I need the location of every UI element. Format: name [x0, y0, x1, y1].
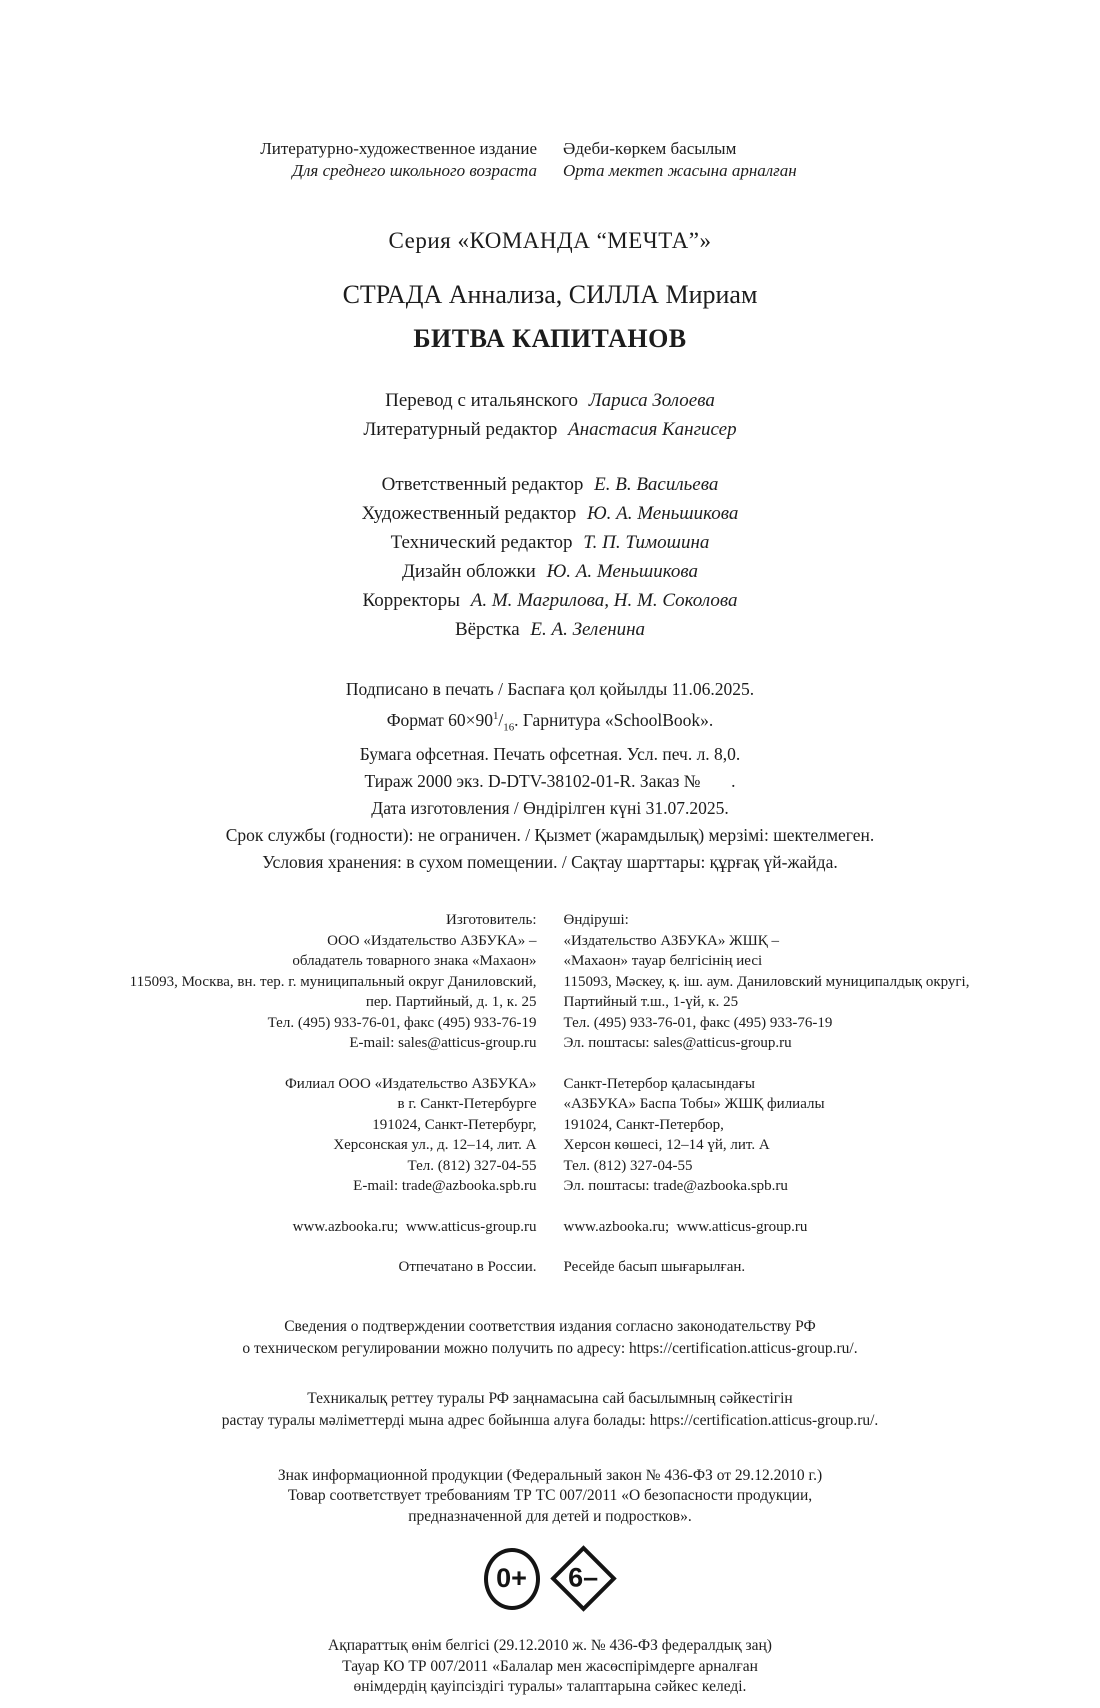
series-title: Серия «КОМАНДА “МЕЧТА”» [388, 228, 712, 253]
text-line: о техническом регулировании можно получить по адресу: https://certification.atticus-group.ru/. [242, 1339, 858, 1357]
text-line: 115093, Мәскеу, қ. іш. аум. Даниловский муниципалдық округі, [563, 973, 970, 990]
certification-ru [40, 1316, 1060, 1360]
credit-name: Т. П. Тимошина [583, 532, 710, 553]
edition-note [40, 138, 1060, 182]
translation-credits [40, 386, 1060, 444]
text-line: E-mail: sales@atticus-group.ru [349, 1035, 537, 1052]
text-line: E-mail: trade@azbooka.spb.ru [353, 1178, 537, 1195]
age-badge-6minus-label: 6– [567, 1563, 599, 1594]
info-sign-ru [40, 1466, 1060, 1528]
printed-in-kz: Ресейде басып шығарылған. [563, 1259, 746, 1276]
age-badge-6minus-icon [550, 1546, 616, 1612]
info-sign-kz [40, 1636, 1060, 1698]
imprint-kz [564, 910, 1061, 1278]
edition-age-ru: Для среднего школьного возраста [292, 161, 537, 180]
print-info-line: Срок службы (годности): не ограничен. / Қызмет (жарамдылық) мерзімі: шектелмеген. [225, 825, 875, 846]
manufacturer-ru [40, 910, 537, 1054]
credit-line [40, 386, 1060, 415]
print-info-line: Тираж 2000 экз. D-DTV-38102-01-R. Заказ № . [364, 771, 736, 792]
text-line: в г. Санкт-Петербурге [397, 1096, 537, 1113]
print-info-line: Подписано в печать / Баспаға қол қойылды 11.06.2025. [345, 679, 755, 699]
text-line: Филиал ООО «Издательство АЗБУКА» [284, 1075, 537, 1092]
text-line: предназначенной для детей и подростков». [408, 1507, 692, 1525]
credit-line [40, 615, 1060, 644]
branch-kz [564, 1074, 1061, 1197]
credit-name: Е. А. Зеленина [530, 619, 646, 640]
credit-role: Художественный редактор [361, 503, 577, 524]
text-line: Эл. поштасы: trade@azbooka.spb.ru [563, 1178, 788, 1195]
text-line: Изготовитель: [445, 912, 537, 929]
credit-role: Дизайн обложки [401, 561, 536, 582]
credit-name: Ю. А. Меньшикова [546, 561, 699, 582]
authors-line: СТРАДА Аннализа, СИЛЛА Мириам [342, 280, 758, 309]
edition-type-ru: Литературно-художественное издание [260, 139, 537, 158]
format-fraction-numerator: 1 [492, 710, 499, 722]
print-info [40, 676, 1060, 876]
text-line: ООО «Издательство АЗБУКА» – [327, 932, 537, 949]
text-line: Тел. (495) 933-76-01, факс (495) 933-76-19 [267, 1014, 537, 1031]
text-line: пер. Партийный, д. 1, к. 25 [365, 994, 537, 1011]
book-title: БИТВА КАПИТАНОВ [413, 324, 687, 353]
text-line: Сведения о подтверждении соответствия издания согласно законодательству РФ [284, 1317, 816, 1335]
text-line: Тел. (812) 327-04-55 [407, 1157, 537, 1174]
branch-ru [40, 1074, 537, 1197]
text-line: Знак информационной продукции (Федеральный закон № 436-ФЗ от 29.12.2010 г.) [277, 1466, 823, 1484]
certification-kz [40, 1388, 1060, 1432]
staff-credits [40, 470, 1060, 644]
text-line: Эл. поштасы: sales@atticus-group.ru [563, 1035, 792, 1052]
text-line: Тел. (495) 933-76-01, факс (495) 933-76-19 [563, 1014, 833, 1031]
format-fraction-denominator: 16 [503, 721, 515, 734]
colophon-content [40, 0, 1060, 1698]
credit-line [40, 528, 1060, 557]
format-line [40, 703, 1060, 741]
text-line: Партийный т.ш., 1-үй, к. 25 [563, 994, 739, 1011]
credit-role: Вёрстка [454, 619, 520, 640]
credit-role: Корректоры [362, 590, 460, 611]
age-badges [40, 1545, 1060, 1612]
edition-note-kz [563, 138, 1060, 182]
credit-name: Анастасия Кангисер [568, 419, 737, 440]
age-badge-0plus-icon [484, 1548, 540, 1610]
text-line: «Издательство АЗБУКА» ЖШҚ – [563, 932, 779, 949]
edition-type-kz: Әдеби-көркем басылым [563, 139, 737, 158]
edition-note-ru [40, 138, 537, 182]
credit-name: Лариса Золоева [588, 390, 715, 411]
imprint-ru [40, 910, 537, 1278]
manufacturer-kz [564, 910, 1061, 1054]
text-line: растау туралы мәліметтерді мына адрес бойынша алуға болады: https://certification.atticus-group.ru/. [221, 1411, 879, 1429]
text-line: Херсон көшесі, 12–14 үй, лит. А [563, 1137, 770, 1154]
credit-line [40, 415, 1060, 444]
format-prefix: Формат 60×90 [386, 709, 493, 730]
print-info-line: Бумага офсетная. Печать офсетная. Усл. печ. л. 8,0. [359, 744, 741, 765]
credit-name: Ю. А. Меньшикова [587, 503, 739, 524]
text-line: 191024, Санкт-Петербор, [563, 1116, 724, 1133]
format-suffix: . Гарнитура «SchoolBook». [514, 709, 714, 730]
text-line: 191024, Санкт-Петербург, [372, 1116, 537, 1133]
credit-name: А. М. Магрилова, Н. М. Соколова [470, 590, 738, 611]
credit-role: Технический редактор [390, 532, 573, 553]
text-line: Техникалық реттеу туралы РФ заңнамасына сай басылымның сәйкестігін [307, 1389, 793, 1407]
edition-age-kz: Орта мектеп жасына арналған [563, 161, 797, 180]
text-line: Херсонская ул., д. 12–14, лит. А [333, 1137, 537, 1154]
text-line: Товар соответствует требованиям ТР ТС 007/2011 «О безопасности продукции, [287, 1487, 813, 1505]
text-line: Тел. (812) 327-04-55 [563, 1157, 693, 1174]
print-info-line: Условия хранения: в сухом помещении. / Сақтау шарттары: құрғақ үй-жайда. [262, 852, 838, 873]
text-line: «АЗБУКА» Баспа Тобы» ЖШҚ филиалы [563, 1096, 825, 1113]
text-line: Өндіруші: [563, 912, 629, 929]
text-line: «Махаон» тауар белгісінің иесі [563, 953, 763, 970]
websites-ru: www.azbooka.ru; www.atticus-group.ru [292, 1218, 537, 1235]
credit-name: Е. В. Васильева [594, 474, 719, 495]
text-line: Санкт-Петербор қаласындағы [563, 1075, 755, 1092]
text-line: өнімдердің қауіпсіздігі туралы» талаптарына сәйкес келеді. [353, 1678, 747, 1696]
imprint-block [40, 910, 1060, 1278]
websites-kz: www.azbooka.ru; www.atticus-group.ru [563, 1218, 808, 1235]
format-fraction-slash: / [498, 709, 504, 730]
credit-line [40, 586, 1060, 615]
credit-role: Литературный редактор [363, 419, 558, 440]
text-line: Тауар КО ТР 007/2011 «Балалар мен жасөспірімдерге арналған [342, 1657, 758, 1675]
credit-line [40, 470, 1060, 499]
text-line: 115093, Москва, вн. тер. г. муниципальный округ Даниловский, [129, 973, 537, 990]
credit-line [40, 499, 1060, 528]
printed-in-ru: Отпечатано в России. [398, 1259, 537, 1276]
text-line: обладатель товарного знака «Махаон» [292, 953, 537, 970]
age-badge-0plus-label: 0+ [496, 1563, 527, 1594]
print-info-line: Дата изготовления / Өндірілген күні 31.07.2025. [371, 798, 729, 819]
text-line: Ақпараттық өнім белгісі (29.12.2010 ж. № 436-ФЗ федералдық заң) [328, 1637, 772, 1655]
credit-line [40, 557, 1060, 586]
credit-role: Перевод с итальянского [385, 390, 579, 411]
credit-role: Ответственный редактор [381, 474, 584, 495]
